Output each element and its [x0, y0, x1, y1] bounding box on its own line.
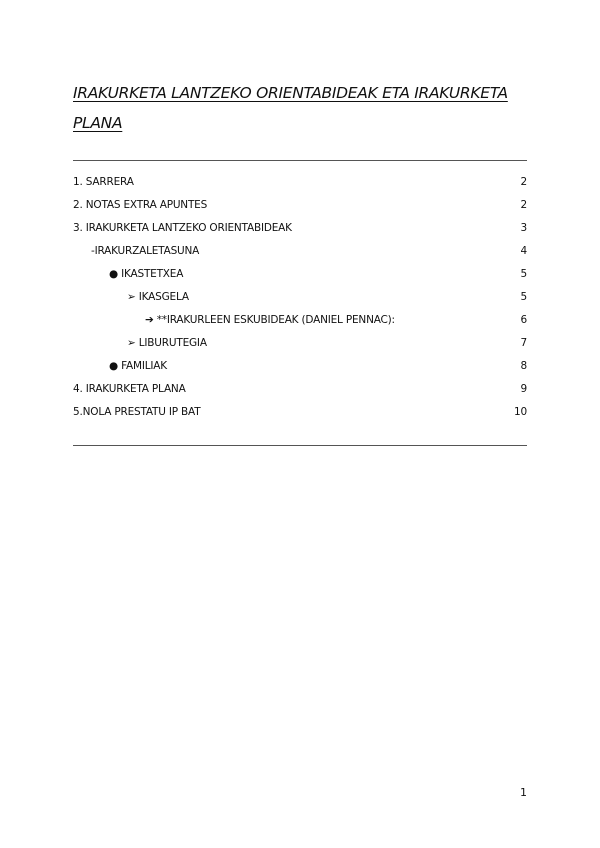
toc-entry-label: ● IKASTETXEA [109, 268, 184, 280]
table-of-contents [73, 171, 527, 424]
toc-entry-ikastetxea[interactable] [73, 263, 527, 286]
toc-entry-label: 3. IRAKURKETA LANTZEKO ORIENTABIDEAK [73, 222, 292, 234]
toc-entry-label: ➢ LIBURUTEGIA [127, 337, 207, 349]
toc-entry-label: 4. IRAKURKETA PLANA [73, 383, 186, 395]
toc-entry-page: 5 [520, 268, 527, 280]
toc-entry-page: 2 [520, 199, 527, 211]
toc-entry-page: 5 [520, 291, 527, 303]
toc-entry-page: 2 [520, 176, 527, 188]
toc-entry-label: ➔ **IRAKURLEEN ESKUBIDEAK (DANIEL PENNAC): [145, 314, 395, 326]
toc-entry-page: 4 [520, 245, 527, 257]
toc-entry-page: 6 [520, 314, 527, 326]
toc-entry-page: 9 [520, 383, 527, 395]
toc-entry-liburutegia[interactable] [73, 332, 527, 355]
toc-entry-page: 3 [520, 222, 527, 234]
toc-entry-page: 10 [514, 406, 527, 418]
document-title: IRAKURKETA LANTZEKO ORIENTABIDEAK ETA IRAKURKETA PLANA [73, 84, 508, 132]
toc-entry-sarrera[interactable] [73, 171, 527, 194]
toc-entry-notas-extra-apuntes[interactable] [73, 194, 527, 217]
toc-entry-irakurzaletasuna[interactable] [73, 240, 527, 263]
toc-entry-ikasgela[interactable] [73, 286, 527, 309]
toc-entry-page: 8 [520, 360, 527, 372]
top-divider [73, 160, 527, 161]
toc-entry-label: ● FAMILIAK [109, 360, 167, 372]
page-number: 1 [520, 786, 527, 799]
toc-entry-irakurketa-lantzeko-orientabideak[interactable] [73, 217, 527, 240]
bottom-divider [73, 445, 527, 446]
toc-entry-label: -IRAKURZALETASUNA [91, 245, 200, 257]
toc-entry-label: 1. SARRERA [73, 176, 134, 188]
toc-entry-page: 7 [520, 337, 527, 349]
toc-entry-label: 5.NOLA PRESTATU IP BAT [73, 406, 201, 418]
toc-entry-familiak[interactable] [73, 355, 527, 378]
toc-entry-irakurleen-eskubideak[interactable] [73, 309, 527, 332]
toc-entry-nola-prestatu-ip-bat[interactable] [73, 401, 527, 424]
toc-entry-label: ➢ IKASGELA [127, 291, 189, 303]
toc-entry-label: 2. NOTAS EXTRA APUNTES [73, 199, 208, 211]
toc-entry-irakurketa-plana[interactable] [73, 378, 527, 401]
